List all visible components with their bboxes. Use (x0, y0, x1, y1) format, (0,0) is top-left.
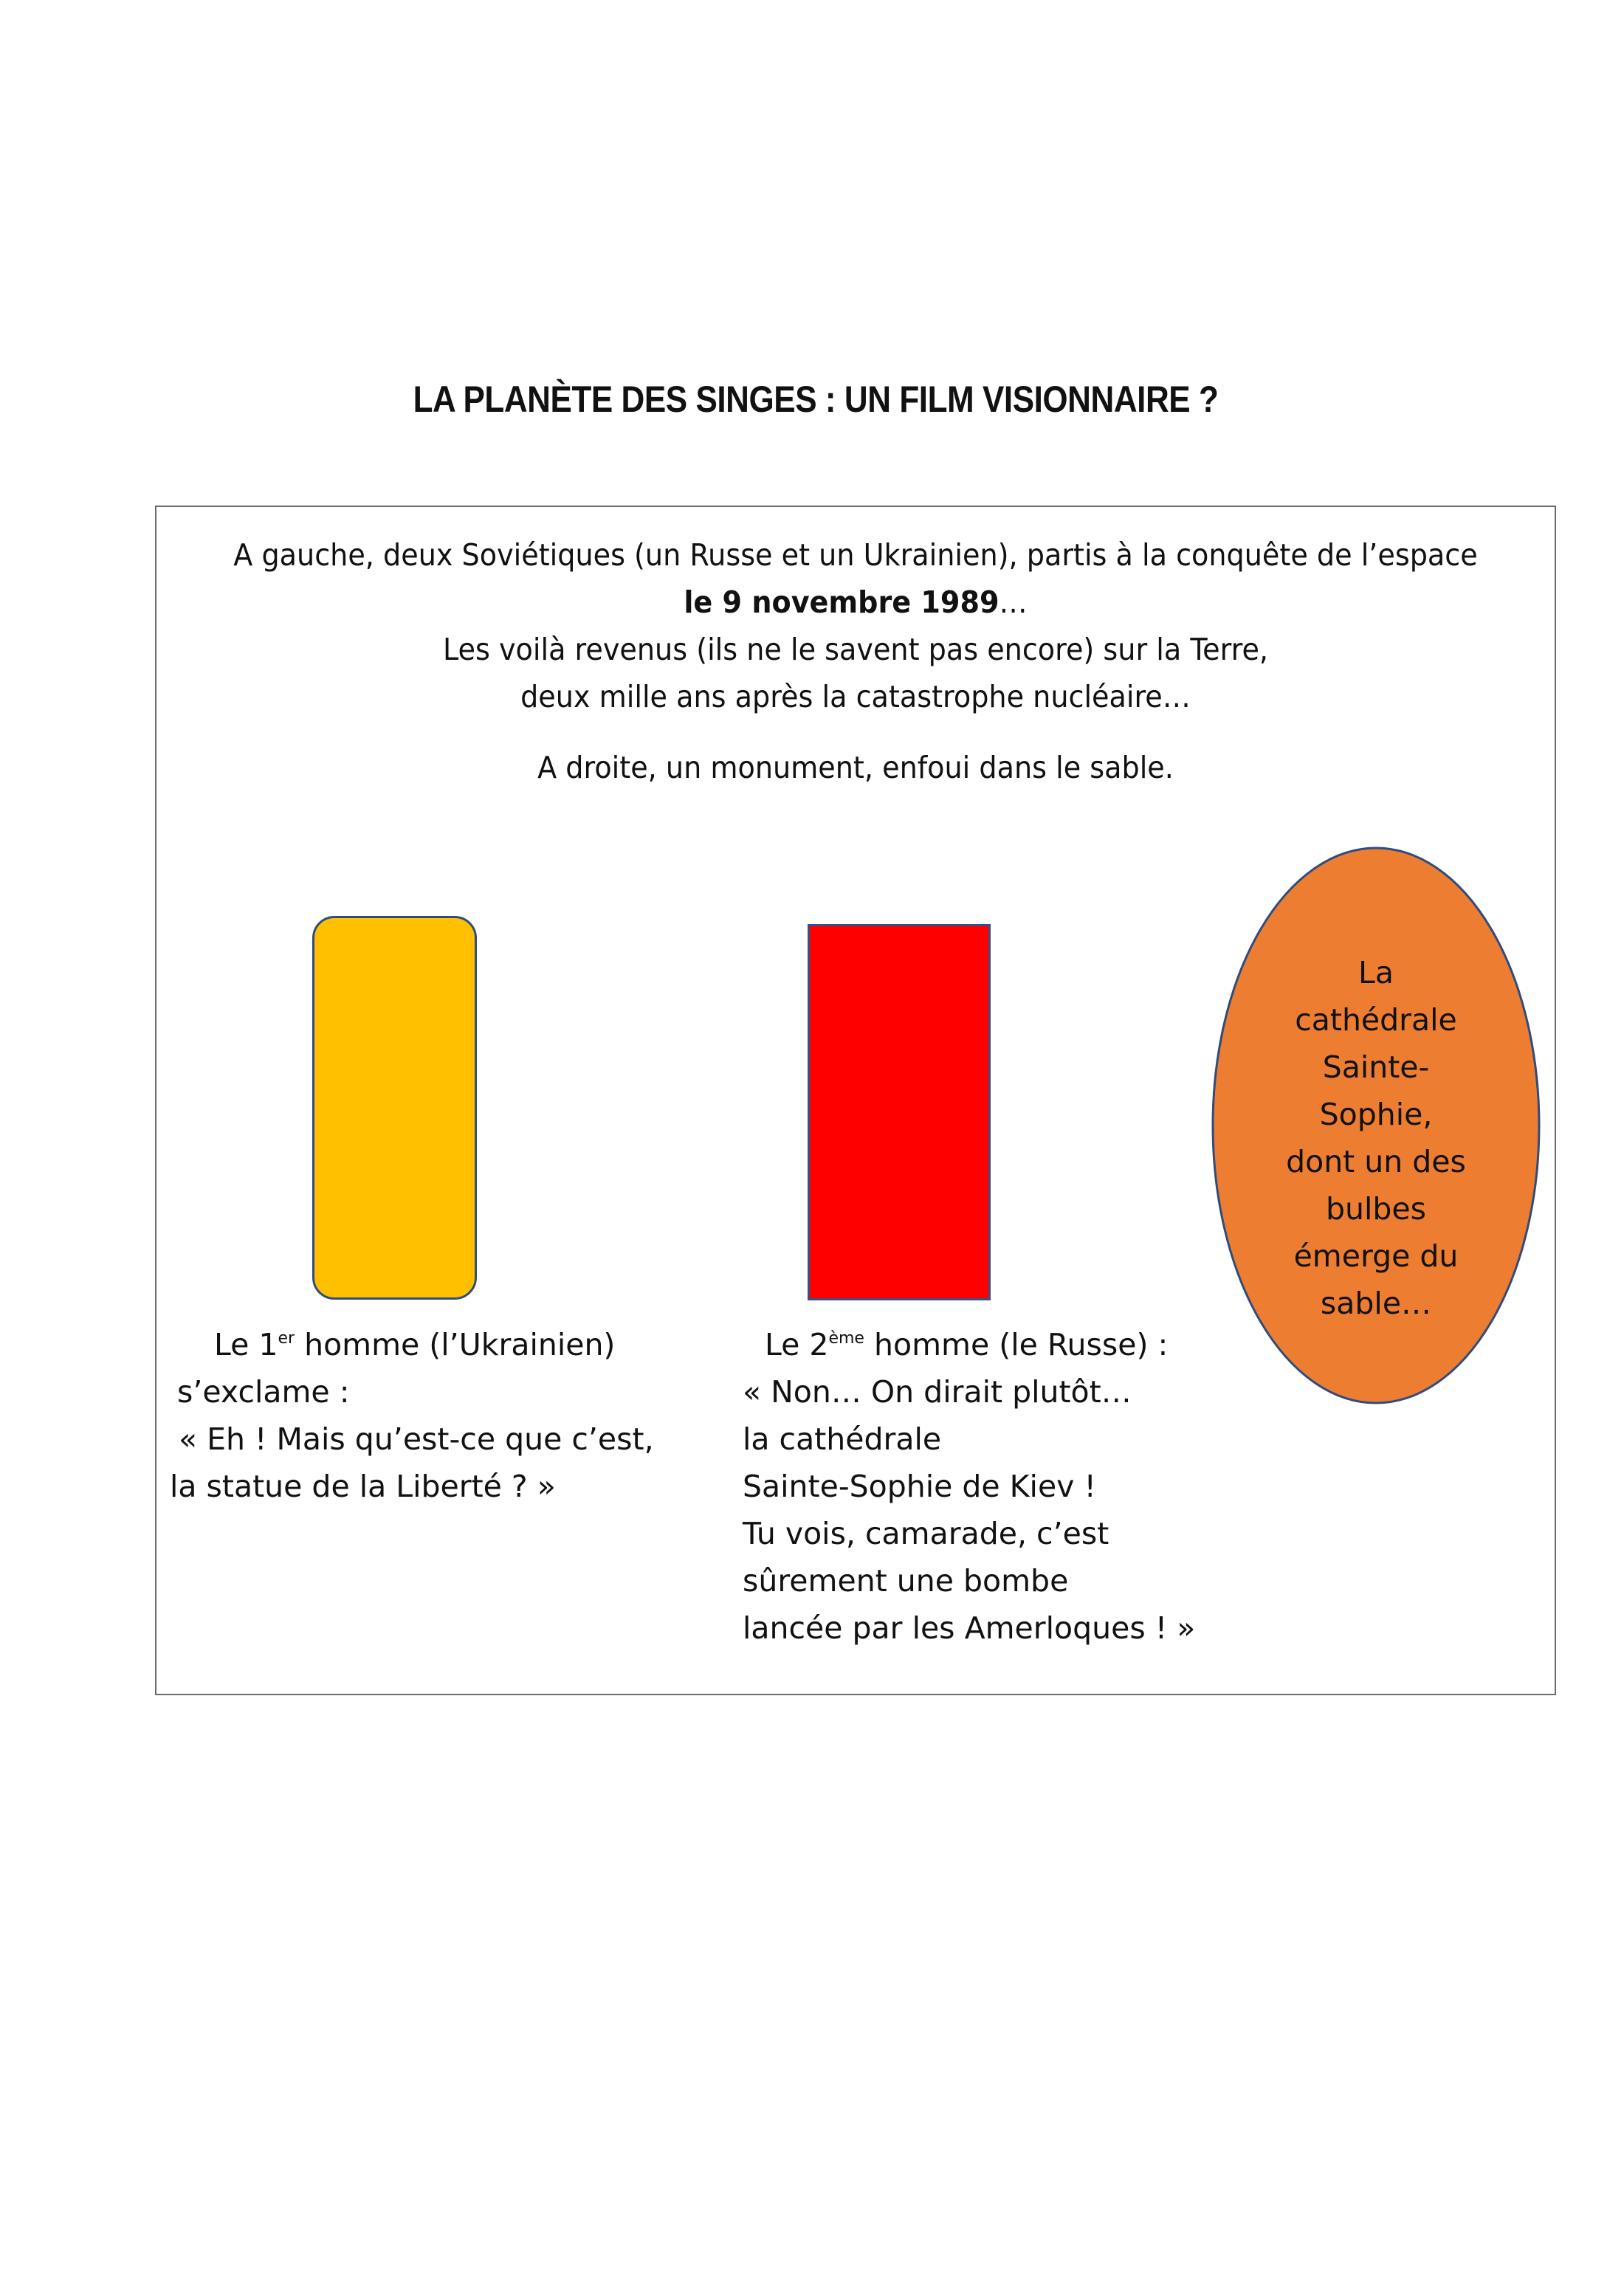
ellipsis: … (999, 585, 1028, 620)
speech2-line: Tu vois, camarade, c’est (743, 1516, 1109, 1551)
ukrainian-figure-shape (312, 916, 477, 1300)
speech1-line: « Eh ! Mais qu’est-ce que c’est, (179, 1421, 654, 1457)
russian-speech (743, 1321, 1195, 1652)
monument-line: cathédrale (1295, 1002, 1457, 1038)
speech2-line: lancée par les Amerloques ! » (743, 1610, 1196, 1646)
date-highlight: le 9 novembre 1989 (684, 585, 999, 620)
ukrainian-speech (170, 1321, 654, 1510)
intro-line-3: Les voilà revenus (ils ne le savent pas encore) sur la Terre, (442, 632, 1269, 667)
speech2-line: « Non… On dirait plutôt… (743, 1374, 1132, 1410)
speech1-line: s’exclame : (177, 1374, 350, 1410)
monument-intro: A droite, un monument, enfoui dans le sable. (537, 750, 1174, 785)
monument-line: Sophie, (1319, 1097, 1433, 1132)
monument-caption (1211, 949, 1541, 1327)
speech2-line: Sainte-Sophie de Kiev ! (743, 1469, 1096, 1504)
speech1-line: la statue de la Liberté ? » (170, 1469, 556, 1504)
monument-line: sable… (1320, 1286, 1432, 1321)
speech2-heading: Le 2ème homme (le Russe) : (765, 1327, 1169, 1362)
monument-line: émerge du (1293, 1238, 1459, 1274)
russian-figure-shape (808, 924, 991, 1300)
intro-line-4: deux mille ans après la catastrophe nucléaire… (520, 679, 1191, 714)
monument-ellipse (1211, 846, 1541, 1405)
speech2-line: la cathédrale (743, 1421, 942, 1457)
monument-line: dont un des (1286, 1144, 1466, 1179)
monument-line: Sainte- (1322, 1049, 1430, 1085)
intro-text (60, 531, 1624, 720)
intro-line-2 (60, 579, 1624, 626)
page-title: LA PLANÈTE DES SINGES : UN FILM VISIONNAIRE ? (413, 379, 1219, 420)
intro-line-1: A gauche, deux Soviétiques (un Russe et un Ukrainien), partis à la conquête de l’espace (233, 537, 1478, 573)
speech1-heading: Le 1er homme (l’Ukrainien) (214, 1327, 616, 1362)
monument-line: La (1358, 955, 1394, 990)
speech2-line: sûrement une bombe (743, 1563, 1069, 1599)
monument-line: bulbes (1325, 1191, 1426, 1227)
